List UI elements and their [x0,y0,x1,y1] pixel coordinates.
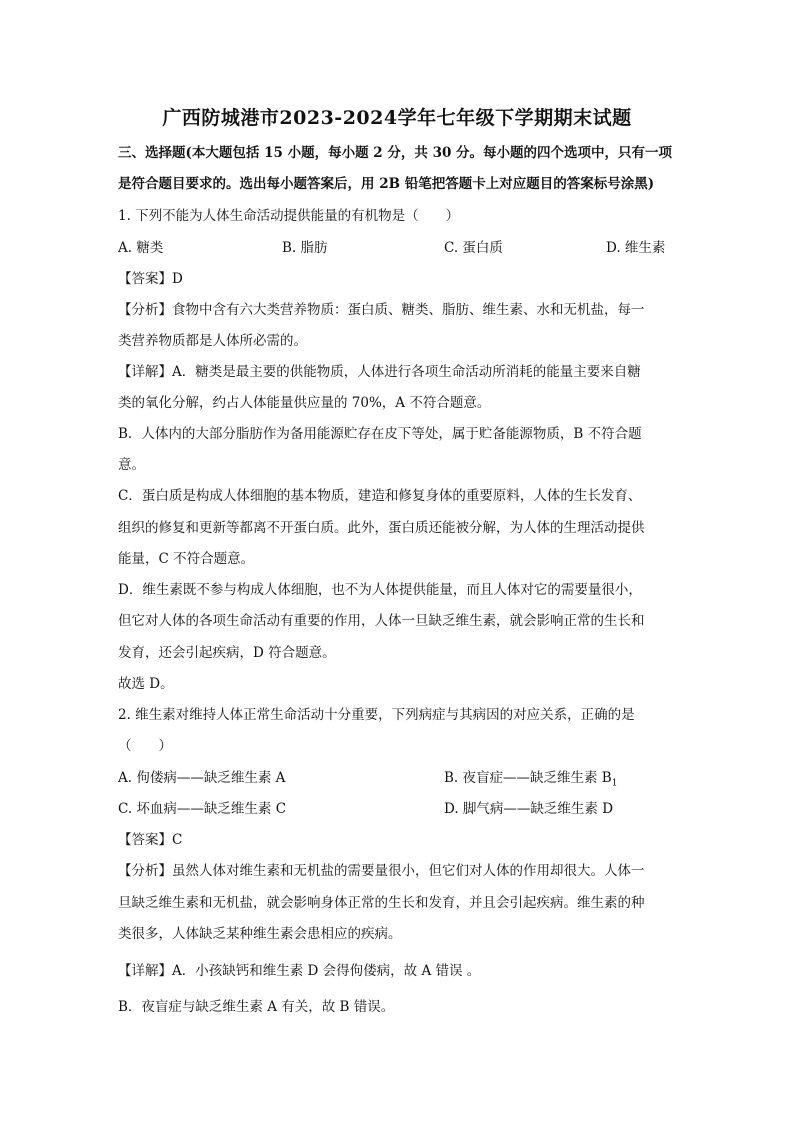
q1-detail-line: 能量，C 不符合题意。 [118,551,255,567]
q1-detail-line: D．维生素既不参与构成人体细胞，也不为人体提供能量，而且人体对它的需要量很小， [118,582,642,598]
q2-detail-line: 【详解】A．小孩缺钙和维生素 D 会得佝偻病，故 A 错误 。 [118,963,481,979]
q2-option-b [444,768,617,794]
q1-option-b: B. 脂肪 [282,240,328,256]
section-instruction-line-1: 三、选择题(本大题包括 15 小题，每小题 2 分，共 30 分。每小题的四个选项中，只有一项 [118,145,673,161]
q1-detail-line: B．人体内的大部分脂肪作为备用能源贮存在皮下等处，属于贮备能源物质，B 不符合题 [118,426,642,442]
q1-detail-line: 意。 [118,457,145,473]
q1-option-c: C. 蛋白质 [444,240,503,256]
q2-answer: 【答案】C [118,832,183,848]
q2-detail-line: B．夜盲症与缺乏维生素 A 有关，故 B 错误。 [118,999,395,1015]
q2-option-d: D. 脚气病——缺乏维生素 D [444,801,614,817]
q2-stem-parens: （ ） [118,738,172,754]
page-title: 广西防城港市2023-2024学年七年级下学期期末试题 [162,107,632,129]
q1-detail-line: 发育，还会引起疾病，D 符合题意。 [118,645,336,661]
q1-stem: 1. 下列不能为人体生命活动提供能量的有机物是（ ） [118,208,460,224]
q1-option-a: A. 糖类 [118,240,164,256]
q2-option-b-subscript: 1 [611,778,618,789]
q1-option-d: D. 维生素 [606,240,666,256]
q1-detail-line: 【详解】A．糖类是最主要的供能物质，人体进行各项生命活动所消耗的能量主要来自糖 [118,364,641,380]
q1-analysis-line: 类营养物质都是人体所必需的。 [118,333,307,349]
q2-analysis-line: 【分析】虽然人体对维生素和无机盐的需要量很小，但它们对人体的作用却很大。人体一 [118,863,645,879]
q1-conclusion: 故选 D。 [118,676,174,692]
q1-answer: 【答案】D [118,271,183,287]
q2-option-a: A. 佝偻病——缺乏维生素 A [118,770,286,786]
q1-detail-line: 组织的修复和更新等都离不开蛋白质。此外，蛋白质还能被分解，为人体的生理活动提供 [118,520,645,536]
q1-detail-line: 类的氧化分解，约占人体能量供应量的 70%，A 不符合题意。 [118,395,491,411]
q1-detail-line: C．蛋白质是构成人体细胞的基本物质，建造和修复身体的重要原料，人体的生长发育、 [118,488,642,504]
q2-analysis-line: 旦缺乏维生素和无机盐，就会影响身体正常的生长和发育，并且会引起疾病。维生素的种 [118,895,645,911]
q2-analysis-line: 类很多，人体缺乏某种维生素会患相应的疾病。 [118,926,402,942]
q1-analysis-line: 【分析】食物中含有六大类营养物质：蛋白质、糖类、脂肪、维生素、水和无机盐，每一 [118,302,645,318]
q1-detail-line: 但它对人体的各项生命活动有重要的作用，人体一旦缺乏维生素，就会影响正常的生长和 [118,613,645,629]
section-instruction-line-2: 是符合题目要求的。选出每小题答案后，用 2B 铅笔把答题卡上对应题目的答案标号涂黑) [118,176,655,192]
q2-option-c: C. 坏血病——缺乏维生素 C [118,801,287,817]
q2-option-b-text: B. 夜盲症——缺乏维生素 B [444,770,612,786]
q2-stem: 2. 维生素对维持人体正常生命活动十分重要，下列病症与其病因的对应关系，正确的是 [118,707,635,723]
